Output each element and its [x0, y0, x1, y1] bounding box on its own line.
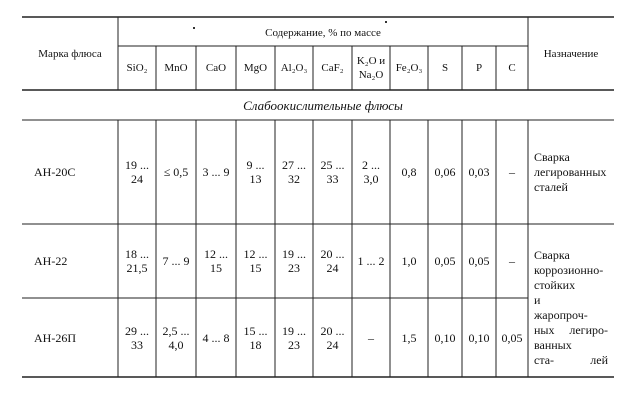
purpose-line [534, 263, 608, 278]
table-cell: 15 ... 18 [243, 323, 268, 352]
purpose-word: легированных [534, 165, 607, 179]
table-cell: 19 ... 23 [282, 323, 306, 352]
table-cell: – [509, 165, 515, 179]
flux-grade: АН-20С [34, 165, 76, 179]
scan-mark [385, 21, 387, 23]
table-cell: 0,03 [468, 165, 490, 179]
table-cell: 12 ... 15 [204, 247, 228, 275]
component-header: SiO₂ [126, 62, 148, 74]
flux-grade: АН-26П [34, 330, 76, 345]
table-cell: 20 ... 24 [320, 247, 345, 275]
purpose-line [534, 278, 608, 293]
component-header: CaF₂ [321, 62, 344, 74]
header-grade: Марка флюса [38, 47, 102, 60]
table-cell: 0,05 [468, 254, 490, 268]
table-cell: 27 ... 32 [282, 158, 306, 186]
flux-grade: АН-22 [34, 254, 68, 268]
table-cell: 29 ... 33 [125, 323, 149, 352]
purpose-word: ных [534, 323, 555, 337]
component-header: CaO [205, 62, 227, 74]
purpose-word: коррозионно- [534, 263, 604, 277]
purpose-line [534, 323, 608, 338]
purpose-line [534, 180, 608, 195]
table-cell: 0,10 [434, 330, 456, 345]
table-cell: 0,10 [468, 330, 490, 345]
table-cell: 20 ... 24 [320, 323, 345, 352]
component-header: Al₂O₃ [280, 62, 308, 74]
purpose-line [534, 338, 608, 353]
purpose-line [534, 308, 608, 323]
table-cell: 19 ... 24 [125, 158, 149, 186]
purpose-word: лей [590, 353, 608, 367]
component-header: MgO [243, 62, 268, 74]
component-header: K₂O и Na₂O [356, 55, 386, 81]
table-cell: 0,05 [434, 254, 456, 268]
component-header: P [475, 62, 483, 74]
header-purpose: Назначение [543, 47, 599, 60]
table-cell: 3 ... 9 [202, 165, 230, 179]
purpose-cell-1 [534, 150, 608, 195]
purpose-line [534, 150, 608, 165]
header-content: Содержание, % по массе [265, 26, 381, 39]
purpose-line [534, 165, 608, 180]
purpose-word: Сварка [534, 248, 570, 262]
table-cell: 1,5 [401, 330, 417, 345]
purpose-word: сталей [534, 180, 568, 194]
table-cell: 0,06 [434, 165, 456, 179]
table-cell: 1 ... 2 [357, 254, 385, 268]
purpose-word: стойких [534, 278, 576, 292]
table-cell: 9 ... 13 [246, 158, 265, 186]
table-cell: ≤ 0,5 [163, 165, 189, 179]
table-cell: 0,05 [501, 330, 523, 345]
purpose-word: Сварка [534, 150, 570, 164]
purpose-word: ста- [534, 353, 555, 367]
purpose-word: и [534, 293, 541, 307]
component-header: C [508, 62, 516, 74]
table-cell: 19 ... 23 [282, 247, 306, 275]
purpose-cell-2 [534, 248, 608, 368]
purpose-word: легиро- [569, 323, 608, 337]
purpose-line [534, 248, 608, 263]
table-cell: 0,8 [401, 165, 417, 179]
table-cell: 25 ... 33 [320, 158, 345, 186]
table-cell: 7 ... 9 [162, 254, 190, 268]
section-title: Слабоокислительные флюсы [243, 98, 403, 113]
purpose-line [534, 353, 608, 368]
table-cell: – [368, 330, 374, 345]
table-cell: 2 ... 3,0 [362, 158, 380, 186]
table-cell: 4 ... 8 [202, 330, 230, 345]
purpose-word: жаропроч- [534, 308, 588, 322]
table-cell: – [509, 254, 515, 268]
component-header: Fe₂O₃ [395, 62, 423, 74]
table-cell: 12 ... 15 [243, 247, 268, 275]
scan-mark [193, 27, 195, 29]
table-cell: 1,0 [401, 254, 417, 268]
component-header: S [441, 62, 449, 74]
purpose-word: ванных [534, 338, 572, 352]
purpose-line [534, 293, 608, 308]
table-cell: 2,5 ... 4,0 [162, 323, 190, 352]
component-header: MnO [164, 62, 188, 74]
table-cell: 18 ... 21,5 [125, 247, 149, 275]
